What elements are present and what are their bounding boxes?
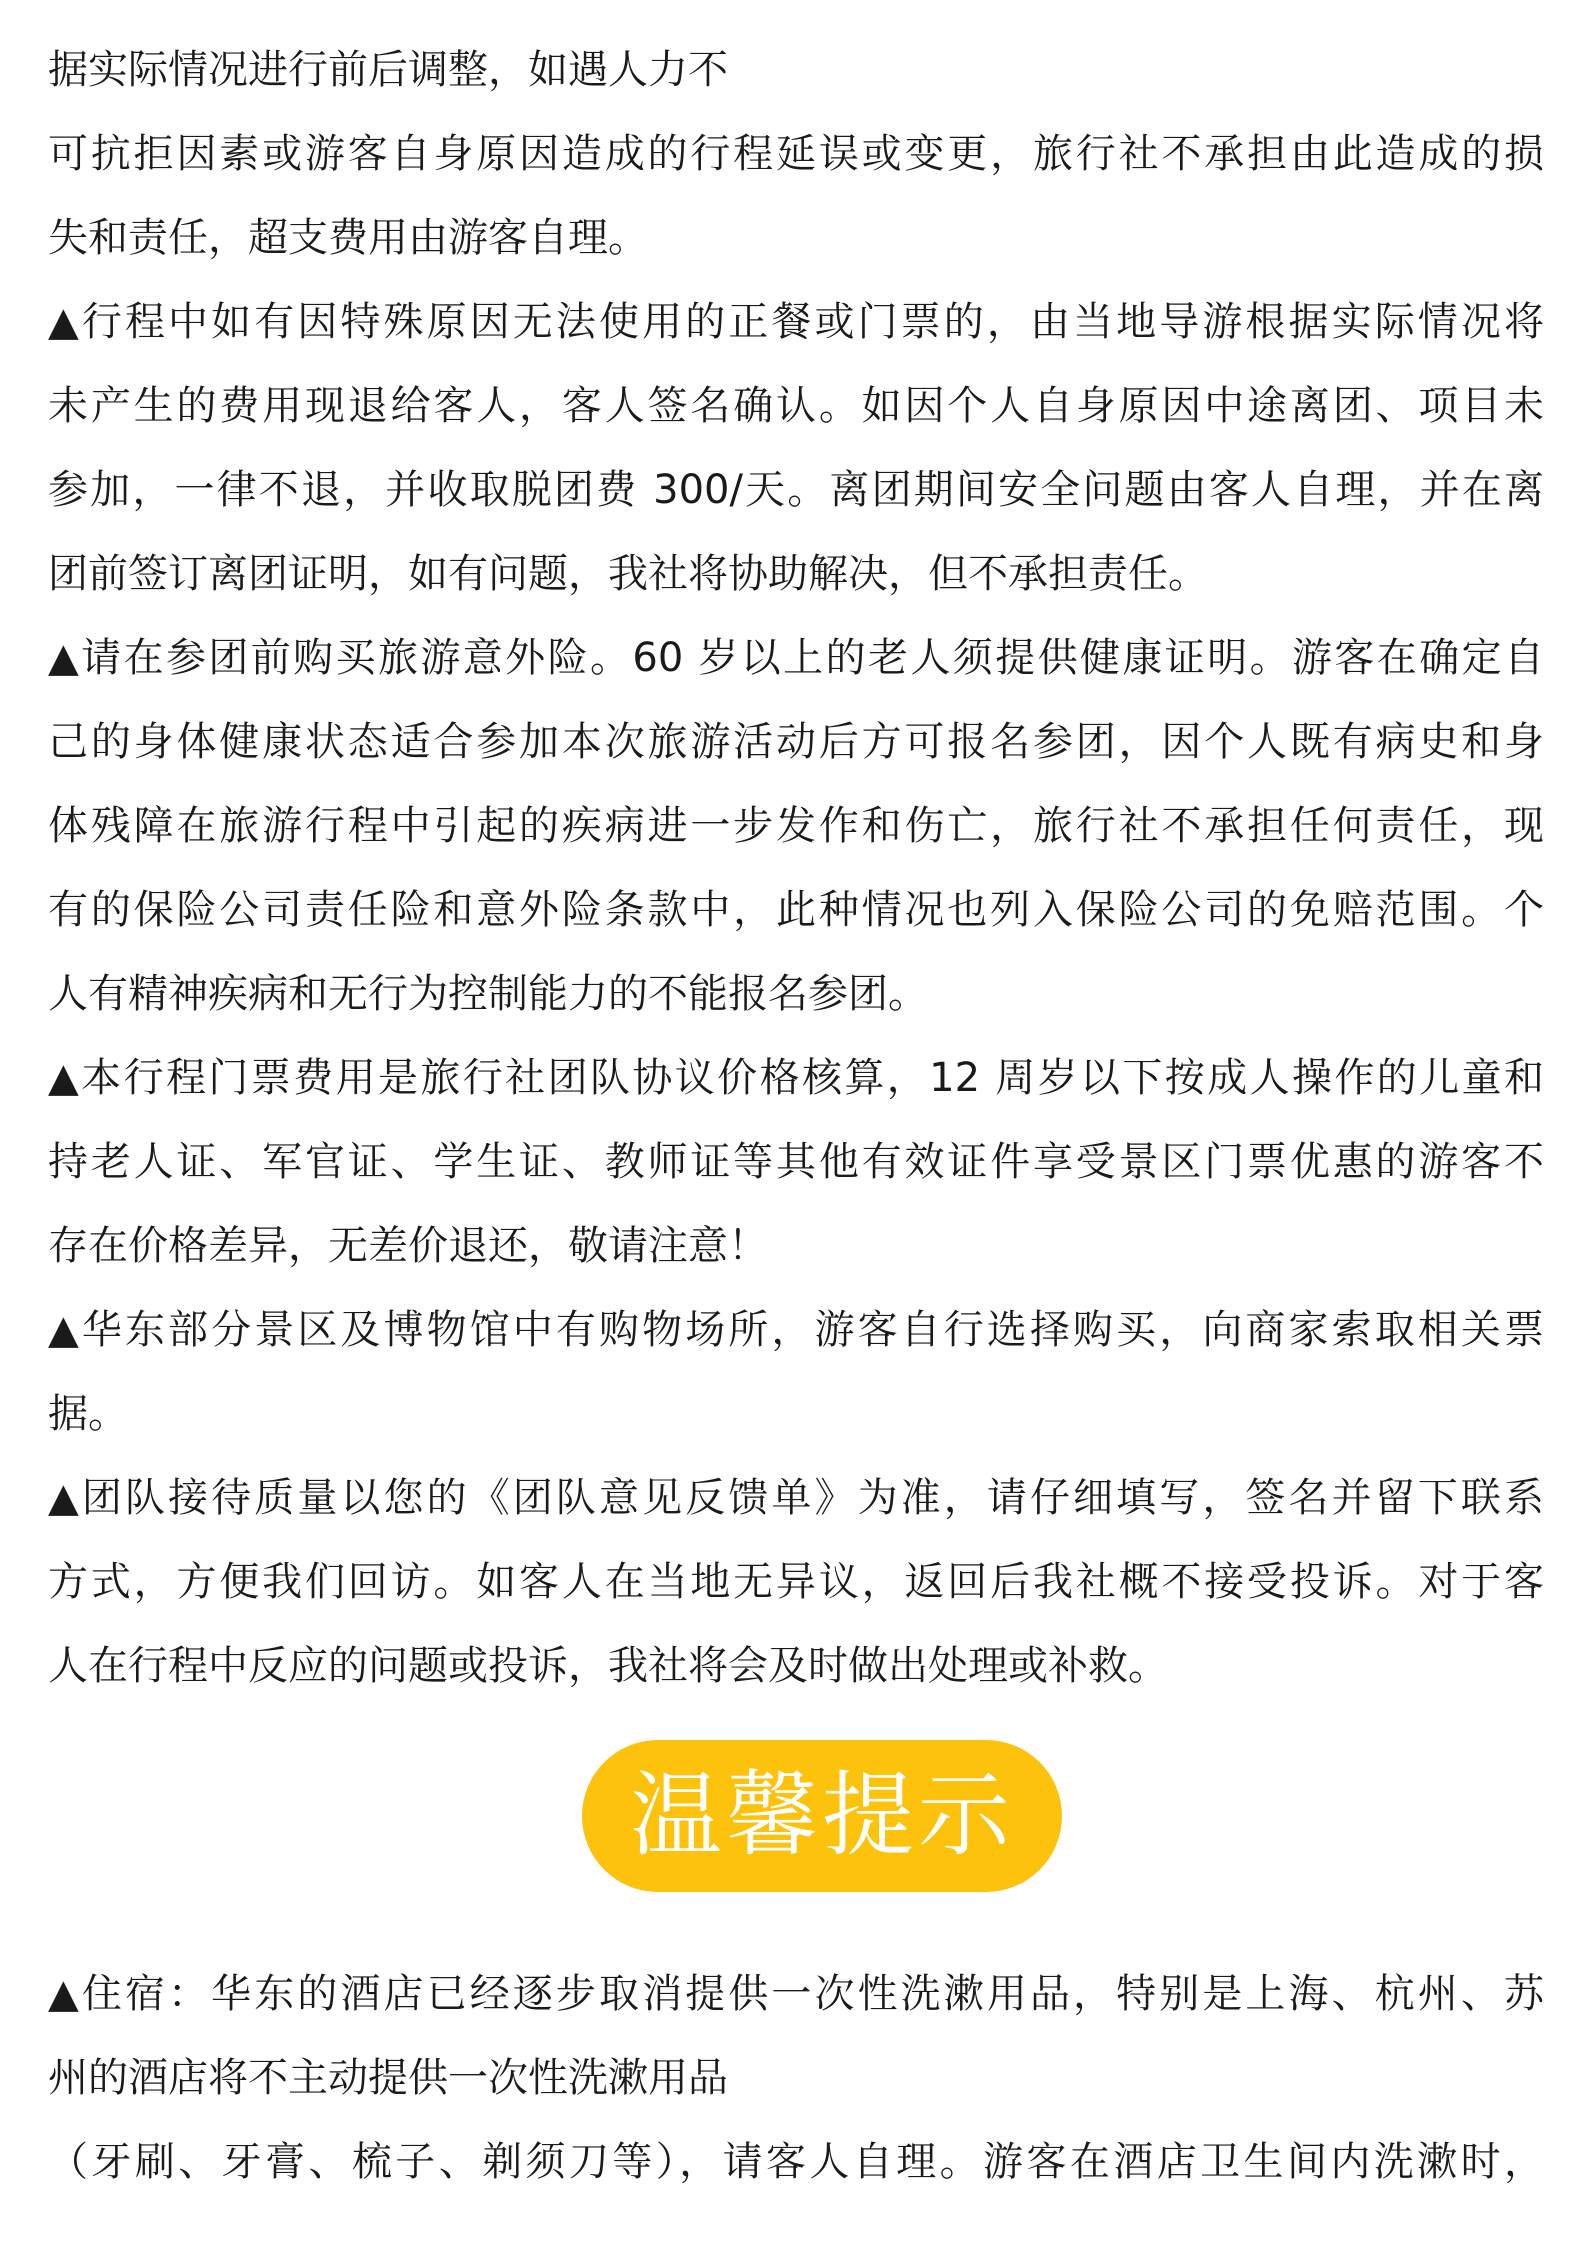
- text-line: ▲华东部分景区及博物馆中有购物场所，游客自行选择购买，向商家索取相关票: [48, 1307, 1544, 1353]
- text-line: ▲团队接待质量以您的《团队意见反馈单》为准，请仔细填写，签名并留下联系: [48, 1475, 1544, 1521]
- text-line: 可抗拒因素或游客自身原因造成的行程延误或变更，旅行社不承担由此造成的损: [48, 131, 1544, 177]
- text-line: 据。: [48, 1391, 128, 1437]
- text-line: 失和责任，超支费用由游客自理。: [48, 215, 648, 261]
- section-heading-pill: [582, 1740, 1062, 1892]
- text-line: ▲本行程门票费用是旅行社团队协议价格核算，12 周岁以下按成人操作的儿童和: [48, 1055, 1544, 1101]
- text-line: ▲请在参团前购买旅游意外险。60 岁以上的老人须提供健康证明。游客在确定自: [48, 635, 1544, 681]
- text-line: 团前签订离团证明，如有问题，我社将协助解决，但不承担责任。: [48, 551, 1208, 597]
- text-line: （牙刷、牙膏、梳子、剃须刀等），请客人自理。游客在酒店卫生间内洗漱时，: [48, 2139, 1544, 2185]
- text-line: 持老人证、军官证、学生证、教师证等其他有效证件享受景区门票优惠的游客不: [48, 1139, 1544, 1185]
- text-line: 存在价格差异，无差价退还，敬请注意！: [48, 1223, 768, 1269]
- text-line: 据实际情况进行前后调整，如遇人力不: [48, 47, 728, 93]
- text-line: 有的保险公司责任险和意外险条款中，此种情况也列入保险公司的免赔范围。个: [48, 887, 1544, 933]
- text-line: 人有精神疾病和无行为控制能力的不能报名参团。: [48, 971, 928, 1017]
- section-heading: 温馨提示: [629, 1762, 1014, 1869]
- text-line: 体残障在旅游行程中引起的疾病进一步发作和伤亡，旅行社不承担任何责任，现: [48, 803, 1544, 849]
- text-line: 方式，方便我们回访。如客人在当地无异议，返回后我社概不接受投诉。对于客: [48, 1559, 1544, 1605]
- text-line: 参加，一律不退，并收取脱团费 300/天。离团期间安全问题由客人自理，并在离: [48, 467, 1544, 513]
- text-line: 人在行程中反应的问题或投诉，我社将会及时做出处理或补救。: [48, 1643, 1168, 1689]
- text-line: ▲住宿：华东的酒店已经逐步取消提供一次性洗漱用品，特别是上海、杭州、苏: [48, 1971, 1544, 2017]
- text-line: 己的身体健康状态适合参加本次旅游活动后方可报名参团，因个人既有病史和身: [48, 719, 1544, 765]
- text-line: ▲行程中如有因特殊原因无法使用的正餐或门票的，由当地导游根据实际情况将: [48, 299, 1544, 345]
- text-line: 州的酒店将不主动提供一次性洗漱用品: [48, 2055, 728, 2101]
- text-line: 未产生的费用现退给客人，客人签名确认。如因个人自身原因中途离团、项目未: [48, 383, 1544, 429]
